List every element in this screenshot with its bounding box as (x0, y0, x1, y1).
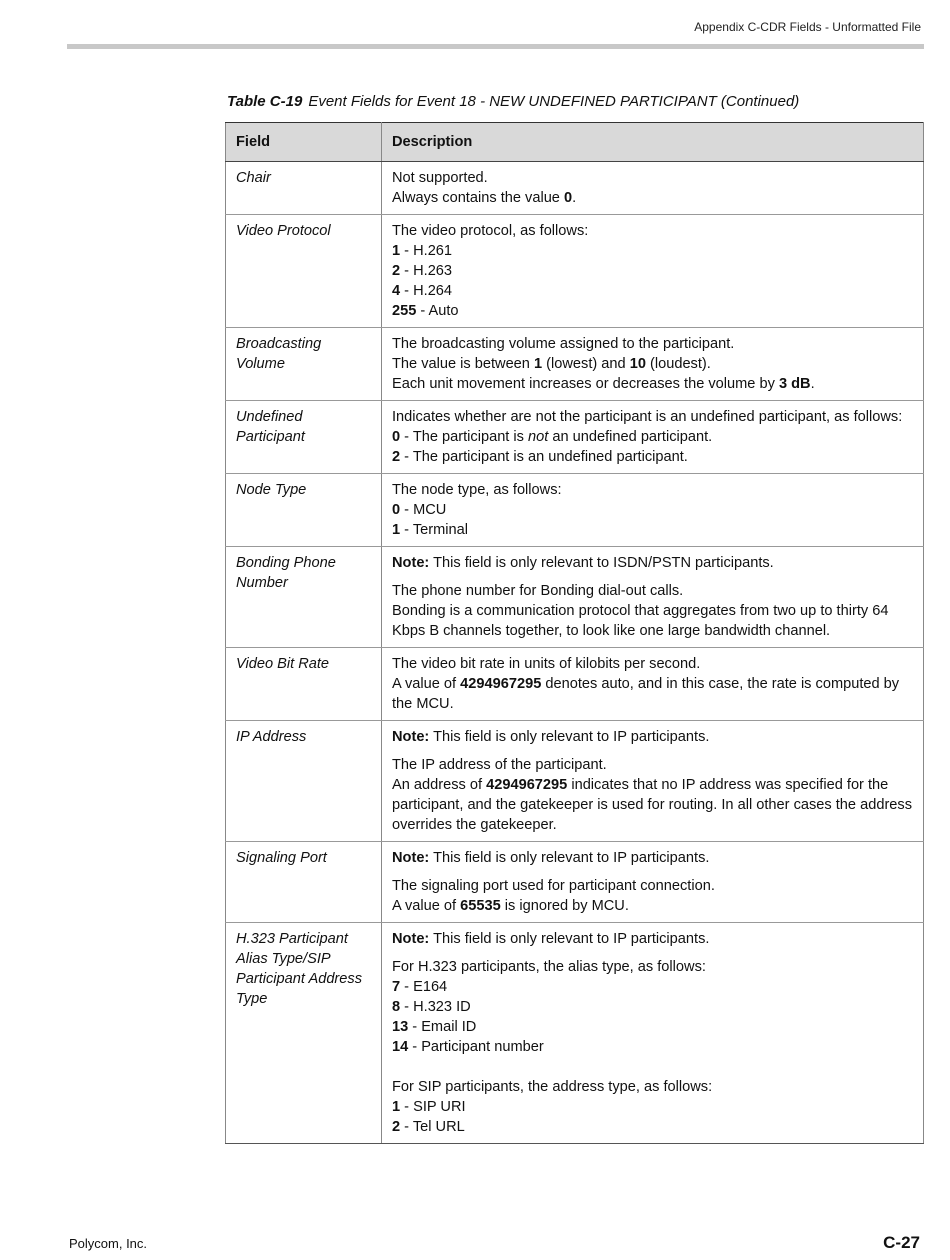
description-line (392, 221, 913, 241)
header-rule (67, 44, 924, 49)
description-text: This field is only relevant to ISDN/PSTN participants. (429, 555, 774, 571)
description-cell (382, 923, 924, 1144)
bold-value: 4 (392, 283, 401, 299)
description-text: - SIP URI (400, 1099, 466, 1115)
table-caption-label: Table C-19 (227, 93, 303, 110)
bold-value: 8 (392, 999, 401, 1015)
description-line (392, 354, 913, 374)
description-cell (382, 162, 924, 215)
description-line (392, 374, 913, 394)
description-text: - H.261 (400, 243, 453, 259)
description-line (392, 407, 913, 427)
description-line (392, 727, 913, 747)
bold-value: 2 (392, 1119, 401, 1135)
description-line (392, 261, 913, 281)
description-cell (382, 547, 924, 648)
page-number: C-27 (883, 1233, 920, 1252)
description-line (392, 581, 913, 601)
bold-value: 14 (392, 1039, 409, 1055)
emphasis-text: not (528, 429, 549, 445)
table-row (226, 401, 924, 474)
description-line (392, 896, 913, 916)
description-text: - MCU (400, 502, 447, 518)
description-text: The value is between (392, 356, 534, 372)
table-caption-text: Event Fields for Event 18 - NEW UNDEFINED PARTICIPANT (Continued) (308, 93, 800, 110)
description-line (392, 1017, 913, 1037)
bold-value: 4294967295 (486, 777, 568, 793)
table-row (226, 648, 924, 721)
bold-value: 1 (392, 522, 401, 538)
table-row (226, 721, 924, 842)
description-text: For SIP participants, the address type, as follows: (392, 1079, 713, 1095)
event-fields-table (225, 122, 924, 1144)
description-text: (loudest). (645, 356, 711, 372)
description-line (392, 1097, 913, 1117)
bold-value: 2 (392, 449, 401, 465)
bold-value: 1 (533, 356, 543, 372)
bold-value: 1 (392, 243, 401, 259)
bold-value: Note: (392, 931, 430, 947)
description-text: The broadcasting volume assigned to the participant. (392, 336, 735, 352)
bold-value: 0 (563, 190, 573, 206)
bold-value: 4294967295 (460, 676, 542, 692)
description-line (392, 1077, 913, 1097)
table-header-row (226, 123, 924, 162)
description-cell (382, 215, 924, 328)
description-line (392, 168, 913, 188)
bold-value: 2 (392, 263, 401, 279)
description-line (392, 241, 913, 261)
description-line (392, 480, 913, 500)
field-name-cell: Bonding Phone Number (226, 547, 382, 648)
description-text: The IP address of the participant. (392, 757, 607, 773)
field-name-cell: H.323 Participant Alias Type/SIP Participant Address Type (226, 923, 382, 1144)
field-name-cell: Node Type (226, 474, 382, 547)
table-row (226, 328, 924, 401)
description-line (392, 848, 913, 868)
description-text: - Auto (416, 303, 459, 319)
bold-value: 65535 (460, 898, 501, 914)
bold-value: 10 (629, 356, 646, 372)
bold-value: 0 (392, 502, 401, 518)
description-line (392, 674, 913, 714)
description-line (392, 520, 913, 540)
description-line (392, 775, 913, 835)
table-row (226, 162, 924, 215)
description-text: An address of (392, 777, 487, 793)
field-name-cell: Video Bit Rate (226, 648, 382, 721)
description-line (392, 188, 913, 208)
column-header-field: Field (226, 123, 382, 162)
description-line (392, 977, 913, 997)
field-name-cell: Chair (226, 162, 382, 215)
description-text: For H.323 participants, the alias type, as follows: (392, 959, 706, 975)
description-cell (382, 401, 924, 474)
description-line (392, 301, 913, 321)
bold-value: 7 (392, 979, 401, 995)
description-cell (382, 721, 924, 842)
description-text: - H.264 (400, 283, 453, 299)
field-name-cell: Signaling Port (226, 842, 382, 923)
description-line (392, 957, 913, 977)
description-text: - Terminal (400, 522, 468, 538)
description-text: an undefined participant. (548, 429, 713, 445)
description-text: Each unit movement increases or decreases the volume by (392, 376, 779, 392)
description-text: - Email ID (408, 1019, 477, 1035)
description-text: The signaling port used for participant connection. (392, 878, 715, 894)
description-line (392, 755, 913, 775)
bold-value: 13 (392, 1019, 409, 1035)
bold-value: Note: (392, 729, 430, 745)
description-text: The phone number for Bonding dial-out calls. (392, 583, 684, 599)
description-text: Bonding is a communication protocol that aggregates from two up to thirty 64 Kbps B channels together, to look like one large bandwidth channel. (392, 603, 889, 639)
table-row (226, 547, 924, 648)
description-text: - H.263 (400, 263, 453, 279)
bold-value: 3 dB (778, 376, 811, 392)
description-text: The video protocol, as follows: (392, 223, 589, 239)
bold-value: Note: (392, 850, 430, 866)
description-text: denotes auto, and in this case, the rate is computed by the MCU. (392, 676, 900, 712)
table-caption (227, 93, 799, 110)
description-line (392, 654, 913, 674)
description-text: - Participant number (408, 1039, 544, 1055)
column-header-description: Description (382, 123, 924, 162)
footer-company: Polycom, Inc. (69, 1236, 148, 1251)
table-row (226, 923, 924, 1144)
description-cell (382, 474, 924, 547)
table-row (226, 842, 924, 923)
description-line (392, 281, 913, 301)
description-text: - E164 (400, 979, 448, 995)
description-line (392, 601, 913, 641)
description-line (392, 929, 913, 949)
description-text: . (810, 376, 815, 392)
description-text: Indicates whether are not the participant is an undefined participant, as follows: (392, 409, 903, 425)
description-text: - Tel URL (400, 1119, 465, 1135)
bold-value: 0 (392, 429, 401, 445)
description-text: indicates that no IP address was specified for the participant, and the gatekeeper is used for routing. In all other cases the address overrides the gatekeeper. (392, 777, 913, 833)
description-line (392, 997, 913, 1017)
description-line (392, 1117, 913, 1137)
description-text: - H.323 ID (400, 999, 471, 1015)
description-text: This field is only relevant to IP participants. (429, 850, 710, 866)
description-text: The node type, as follows: (392, 482, 562, 498)
description-line (392, 876, 913, 896)
table-row (226, 474, 924, 547)
description-text: Always contains the value (392, 190, 564, 206)
description-text: This field is only relevant to IP participants. (429, 729, 710, 745)
description-text: - The participant is an undefined participant. (400, 449, 688, 465)
description-text: is ignored by MCU. (500, 898, 629, 914)
description-line (392, 427, 913, 447)
bold-value: Note: (392, 555, 430, 571)
description-text: This field is only relevant to IP participants. (429, 931, 710, 947)
bold-value: 1 (392, 1099, 401, 1115)
running-header: Appendix C-CDR Fields - Unformatted File (694, 20, 921, 34)
description-cell (382, 648, 924, 721)
description-cell (382, 842, 924, 923)
field-name-cell: Undefined Participant (226, 401, 382, 474)
field-name-cell: IP Address (226, 721, 382, 842)
blank-line (392, 1057, 913, 1077)
description-text: A value of (392, 676, 461, 692)
description-text: (lowest) and (542, 356, 630, 372)
description-line (392, 447, 913, 467)
description-line (392, 1037, 913, 1057)
description-text: A value of (392, 898, 461, 914)
field-name-cell: Broadcasting Volume (226, 328, 382, 401)
description-text: Not supported. (392, 170, 488, 186)
table-row (226, 215, 924, 328)
field-name-cell: Video Protocol (226, 215, 382, 328)
description-line (392, 334, 913, 354)
description-cell (382, 328, 924, 401)
bold-value: 255 (392, 303, 417, 319)
table-body (226, 162, 924, 1144)
description-text: . (572, 190, 577, 206)
description-text: - The participant is (400, 429, 529, 445)
description-line (392, 553, 913, 573)
description-text: The video bit rate in units of kilobits per second. (392, 656, 701, 672)
description-line (392, 500, 913, 520)
